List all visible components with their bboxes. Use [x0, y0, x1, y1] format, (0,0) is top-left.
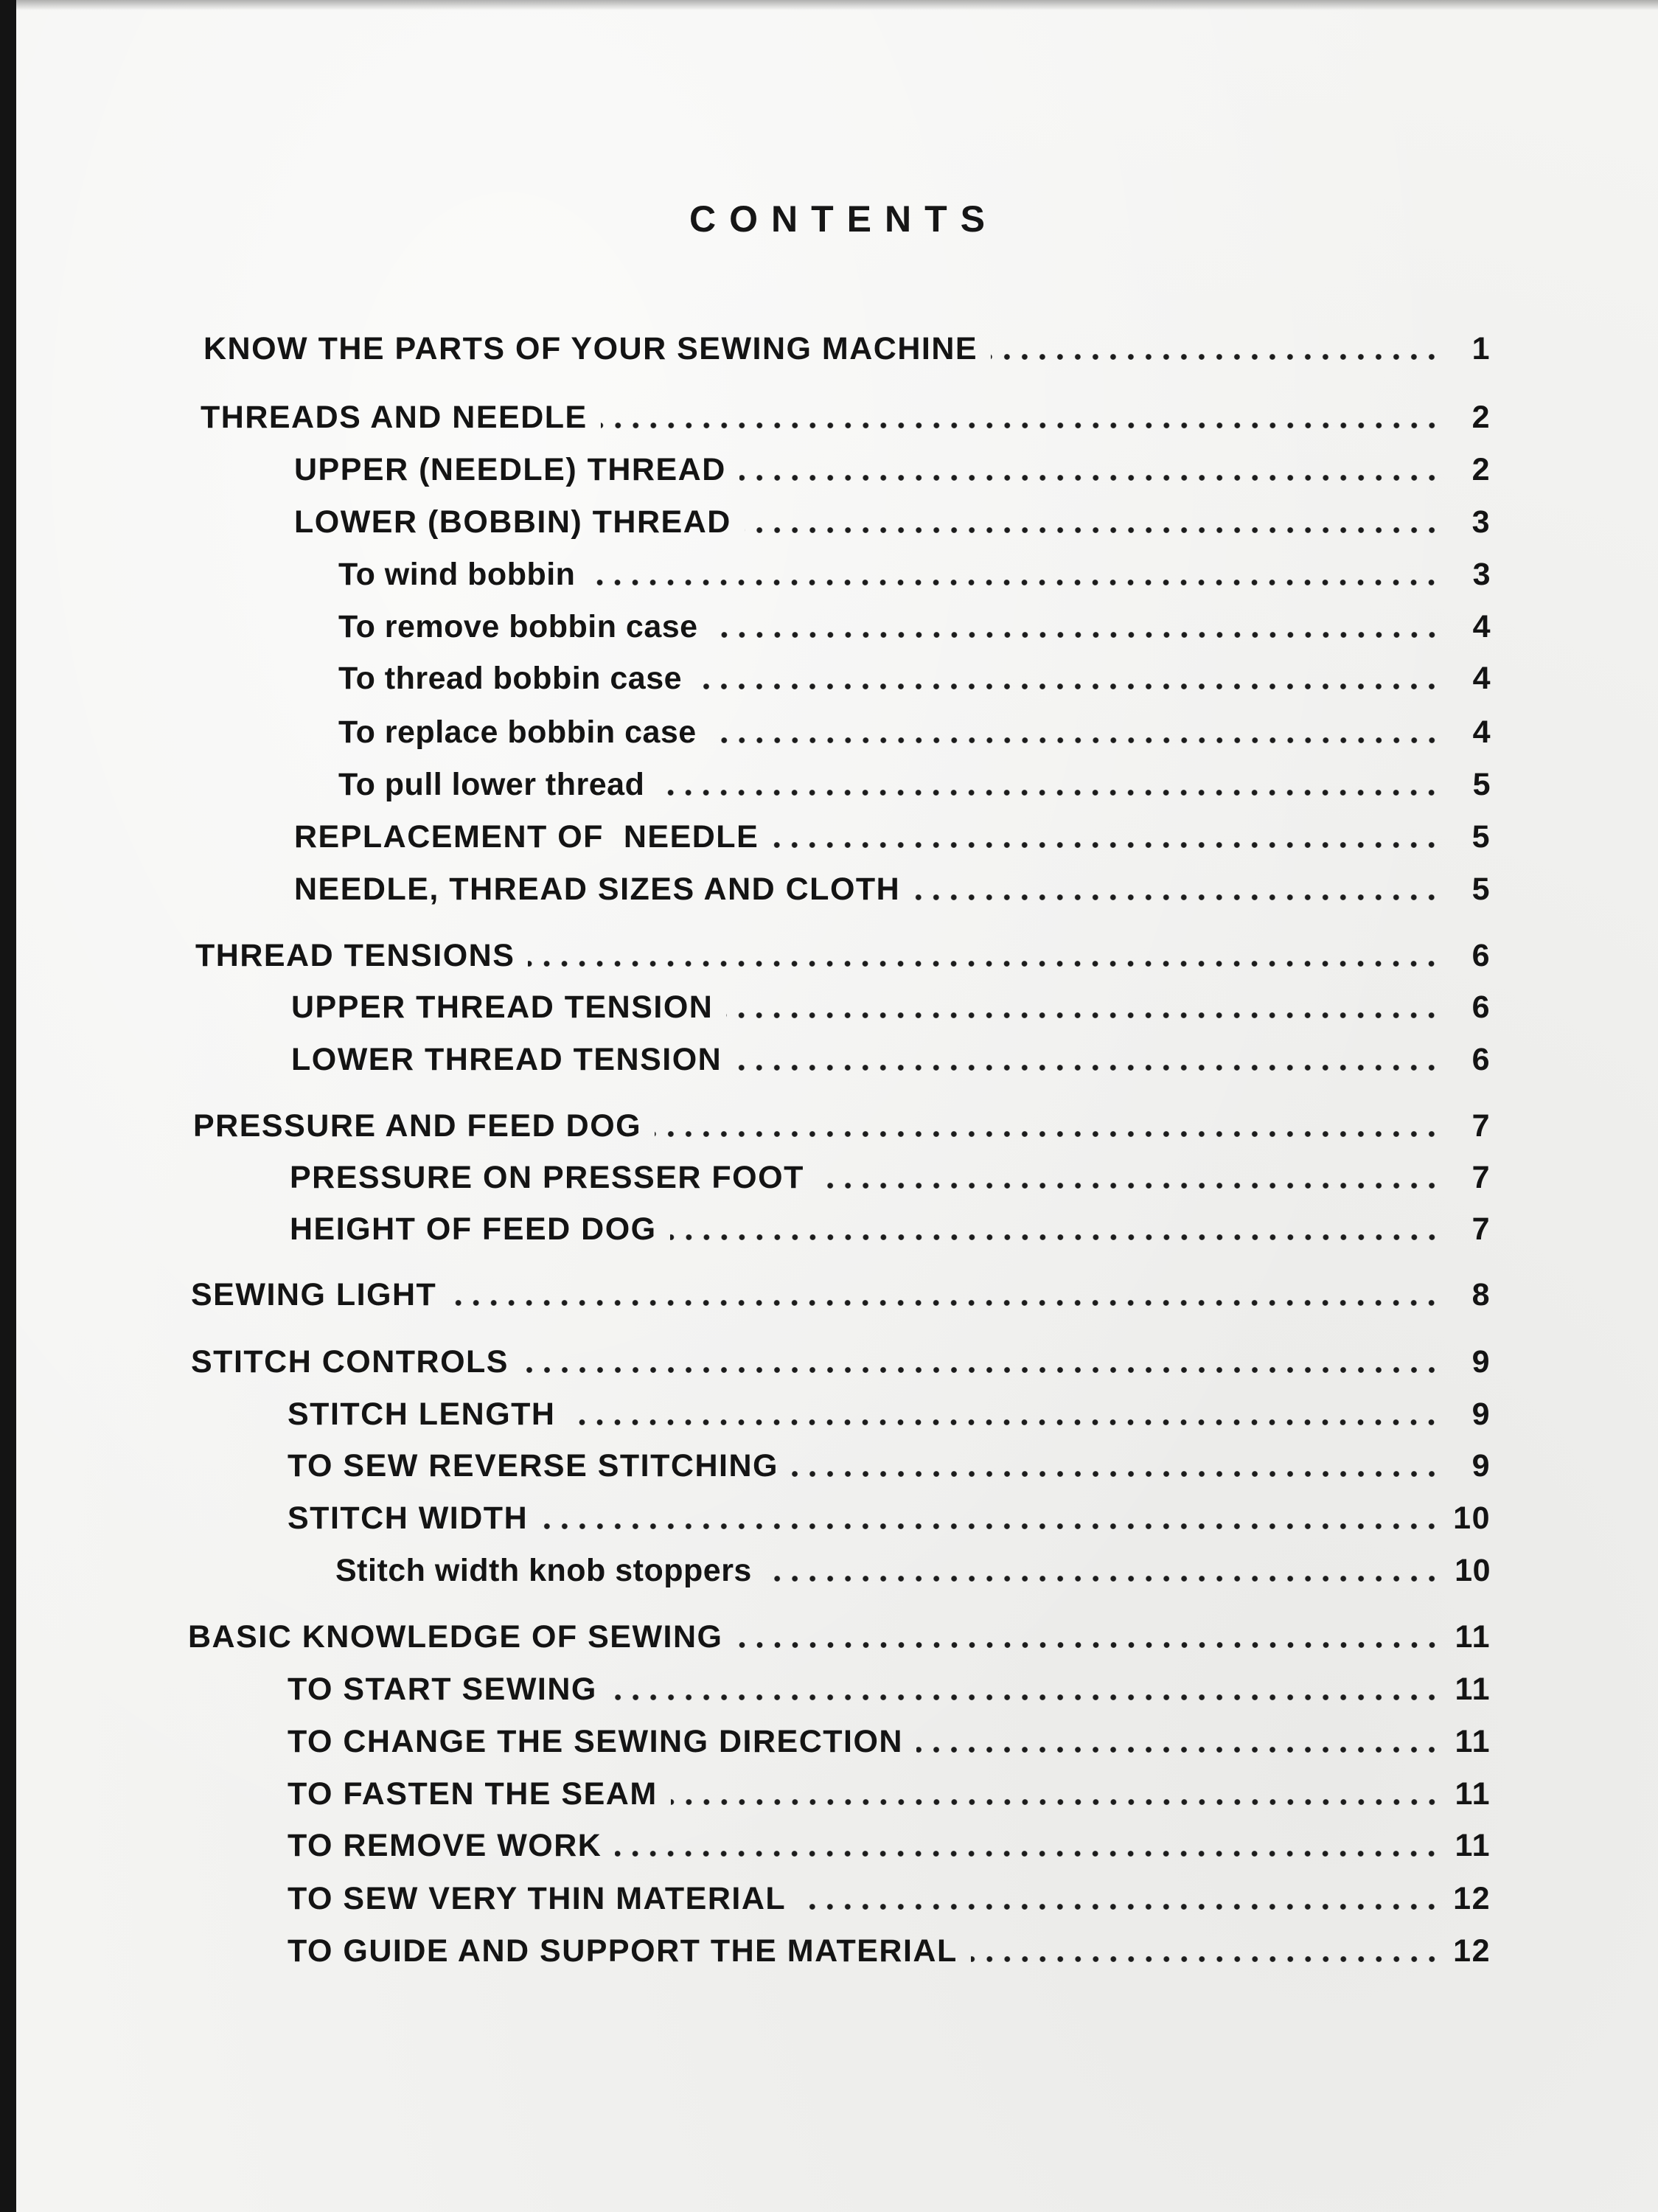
toc-entry-page: 3 [1472, 557, 1491, 592]
toc-entry-label: STITCH CONTROLS [191, 1344, 509, 1380]
toc-entry-page: 12 [1453, 1933, 1491, 1969]
toc-entry-page: 6 [1471, 938, 1491, 973]
toc-entry-pull-lower-thread [338, 766, 1491, 803]
toc-entry-page: 11 [1455, 1619, 1491, 1655]
dot-leader [522, 1366, 1441, 1374]
toc-entry-page: 4 [1472, 714, 1491, 750]
dot-leader [671, 1798, 1441, 1806]
toc-entry-thread-bobbin-case [338, 660, 1491, 697]
toc-entry-page: 4 [1472, 661, 1491, 696]
toc-entry-page: 9 [1471, 1397, 1491, 1432]
toc-entry-reverse-stitching [288, 1447, 1491, 1484]
dot-leader [655, 1130, 1441, 1138]
toc-entry-wind-bobbin [338, 556, 1491, 593]
document-page [16, 0, 1658, 2212]
dot-leader [799, 1903, 1441, 1910]
dot-leader [695, 683, 1441, 690]
toc-entry-pressure-and-feed-dog [193, 1107, 1491, 1144]
toc-entry-stitch-length [288, 1396, 1491, 1433]
toc-entry-remove-work [288, 1827, 1491, 1864]
toc-entry-page: 12 [1453, 1881, 1491, 1916]
toc-entry-label: To remove bobbin case [338, 609, 698, 644]
toc-entry-lower-thread-tension [291, 1041, 1491, 1078]
toc-entry-remove-bobbin-case [338, 608, 1491, 645]
toc-entry-height-of-feed-dog [290, 1211, 1491, 1248]
toc-entry-label: THREAD TENSIONS [195, 938, 515, 973]
toc-entry-label: PRESSURE AND FEED DOG [193, 1108, 642, 1144]
toc-entry-needle-thread-sizes [294, 871, 1491, 908]
toc-entry-change-sewing-direction [288, 1723, 1491, 1760]
dot-leader [615, 1850, 1441, 1857]
toc-entry-page: 7 [1471, 1108, 1491, 1144]
toc-entry-start-sewing [288, 1671, 1491, 1708]
dot-leader [818, 1182, 1441, 1189]
toc-entry-page: 5 [1472, 767, 1491, 802]
toc-entry-label: TO SEW VERY THIN MATERIAL [288, 1881, 787, 1916]
toc-entry-page: 6 [1471, 990, 1491, 1025]
toc-entry-label: TO START SEWING [288, 1672, 597, 1707]
dot-leader [726, 1012, 1441, 1019]
dot-leader [601, 422, 1441, 429]
dot-leader [610, 1694, 1441, 1701]
dot-leader [450, 1299, 1441, 1307]
dot-leader [736, 1641, 1441, 1649]
toc-entry-label: BASIC KNOWLEDGE OF SEWING [188, 1619, 723, 1655]
toc-entry-basic-knowledge-of-sewing [188, 1618, 1491, 1655]
toc-entry-label: TO CHANGE THE SEWING DIRECTION [288, 1724, 903, 1759]
toc-entry-page: 5 [1471, 819, 1491, 855]
dot-leader [710, 737, 1441, 744]
toc-entry-page: 11 [1455, 1724, 1491, 1759]
toc-entry-label: To replace bobbin case [338, 714, 697, 750]
dot-leader [541, 1523, 1441, 1530]
toc-entry-label: LOWER THREAD TENSION [291, 1042, 722, 1077]
dot-leader [971, 1955, 1441, 1963]
toc-entry-upper-thread-tension [291, 989, 1491, 1026]
toc-entry-label: UPPER (NEEDLE) THREAD [294, 452, 726, 487]
toc-entry-replace-bobbin-case [338, 714, 1491, 751]
toc-entry-sewing-light [191, 1276, 1491, 1313]
toc-entry-page: 6 [1471, 1042, 1491, 1077]
dot-leader [711, 631, 1441, 639]
toc-entry-label: THREADS AND NEEDLE [201, 400, 588, 435]
page-title: CONTENTS [689, 198, 998, 240]
toc-entry-pressure-on-presser-foot [290, 1159, 1491, 1196]
toc-entry-page: 9 [1471, 1448, 1491, 1484]
dot-leader [745, 526, 1441, 534]
toc-entry-page: 10 [1453, 1500, 1491, 1536]
toc-entry-thread-tensions [195, 937, 1491, 974]
toc-entry-label: KNOW THE PARTS OF YOUR SEWING MACHINE [203, 331, 978, 366]
toc-entry-stitch-width [288, 1500, 1491, 1537]
toc-entry-label: LOWER (BOBBIN) THREAD [294, 504, 731, 540]
toc-entry-label: STITCH WIDTH [288, 1500, 529, 1536]
toc-entry-page: 9 [1471, 1344, 1491, 1380]
toc-entry-label: SEWING LIGHT [191, 1277, 437, 1312]
toc-entry-page: 11 [1455, 1828, 1491, 1863]
toc-entry-label: TO REMOVE WORK [288, 1828, 602, 1863]
toc-entry-page: 3 [1471, 504, 1491, 540]
dot-leader [765, 1575, 1441, 1582]
toc-entry-label: TO SEW REVERSE STITCHING [288, 1448, 779, 1484]
dot-leader [568, 1419, 1441, 1426]
toc-entry-page: 2 [1471, 400, 1491, 435]
toc-entry-stitch-width-knob-stoppers [335, 1552, 1491, 1589]
dot-leader [528, 960, 1441, 967]
toc-entry-stitch-controls [191, 1343, 1491, 1380]
toc-entry-label: TO FASTEN THE SEAM [288, 1776, 658, 1812]
toc-entry-page: 8 [1471, 1277, 1491, 1312]
toc-entry-upper-needle-thread [294, 451, 1491, 488]
toc-entry-page: 10 [1455, 1553, 1491, 1588]
dot-leader [991, 353, 1441, 361]
toc-entry-sew-very-thin-material [288, 1880, 1491, 1917]
toc-entry-label: UPPER THREAD TENSION [291, 990, 714, 1025]
toc-entry-guide-and-support-material [288, 1933, 1491, 1969]
toc-entry-fasten-the-seam [288, 1775, 1491, 1812]
toc-entry-page: 11 [1455, 1776, 1491, 1812]
toc-entry-lower-bobbin-thread [294, 504, 1491, 540]
toc-entry-label: Stitch width knob stoppers [335, 1553, 752, 1588]
dot-leader [588, 579, 1441, 586]
scan-edge-shadow [16, 0, 1658, 10]
dot-leader [670, 1234, 1441, 1241]
toc-entry-label: PRESSURE ON PRESSER FOOT [290, 1160, 804, 1195]
dot-leader [735, 1064, 1441, 1071]
toc-entry-page: 5 [1471, 872, 1491, 907]
toc-entry-page: 1 [1471, 331, 1491, 366]
toc-entry-label: HEIGHT OF FEED DOG [290, 1211, 657, 1247]
dot-leader [772, 841, 1441, 849]
dot-leader [913, 894, 1441, 901]
toc-entry-page: 11 [1455, 1672, 1491, 1707]
dot-leader [739, 474, 1441, 481]
toc-entry-page: 2 [1471, 452, 1491, 487]
toc-entry-label: To pull lower thread [338, 767, 645, 802]
dot-leader [916, 1746, 1441, 1753]
toc-entry-label: REPLACEMENT OF NEEDLE [294, 819, 759, 855]
toc-entry-label: STITCH LENGTH [288, 1397, 556, 1432]
toc-entry-label: TO GUIDE AND SUPPORT THE MATERIAL [288, 1933, 958, 1969]
toc-entry-know-the-parts [203, 330, 1491, 367]
toc-entry-threads-and-needle [201, 399, 1491, 436]
dot-leader [658, 789, 1441, 796]
toc-entry-label: To wind bobbin [338, 557, 576, 592]
toc-entry-label: To thread bobbin case [338, 661, 683, 696]
toc-entry-page: 7 [1471, 1211, 1491, 1247]
toc-entry-replacement-of-needle [294, 818, 1491, 855]
dot-leader [792, 1470, 1441, 1478]
toc-entry-page: 7 [1471, 1160, 1491, 1195]
toc-entry-label: NEEDLE, THREAD SIZES AND CLOTH [294, 872, 901, 907]
toc-entry-page: 4 [1472, 609, 1491, 644]
